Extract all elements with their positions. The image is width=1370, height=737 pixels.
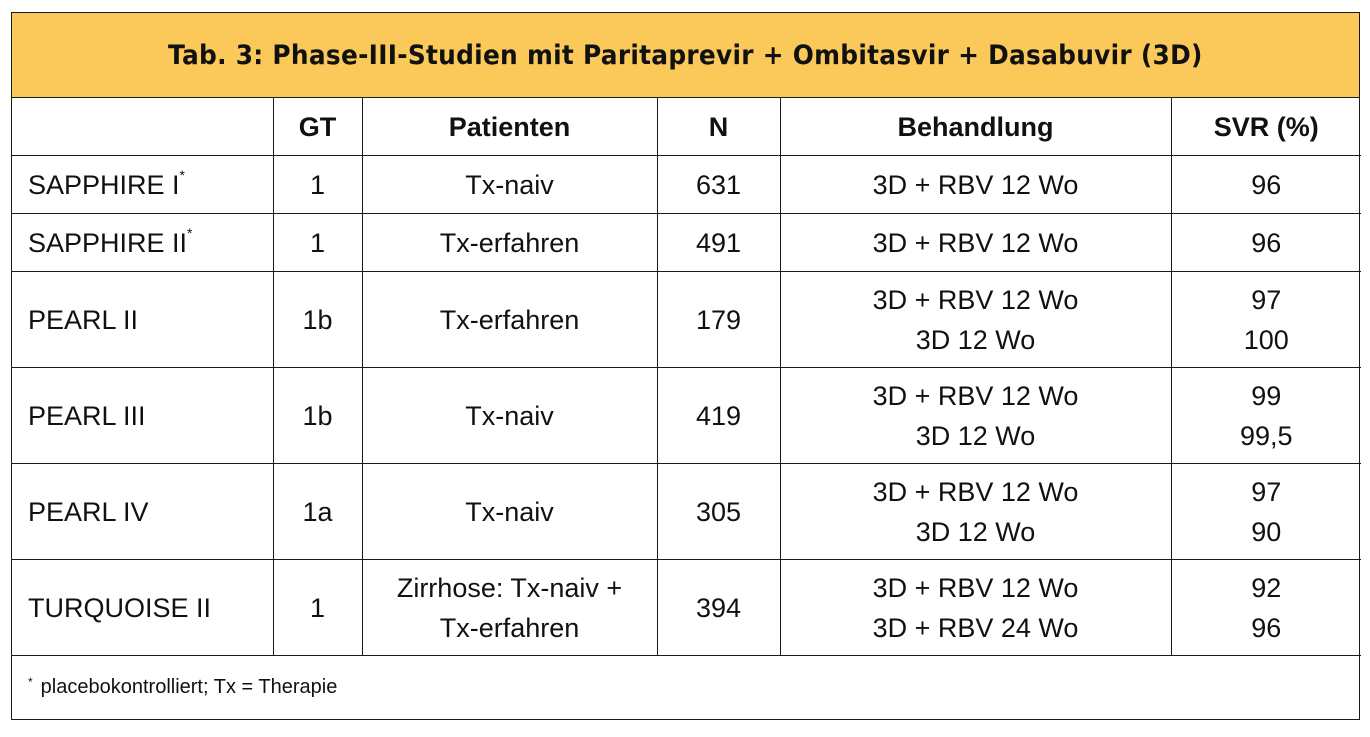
treatment-line: 3D + RBV 12 Wo bbox=[872, 227, 1079, 258]
patients-line: Tx-erfahren bbox=[439, 612, 580, 643]
cell-patients bbox=[362, 156, 657, 214]
table-row bbox=[12, 214, 1361, 272]
cell-gt: 1 bbox=[273, 560, 362, 656]
table-row bbox=[12, 368, 1361, 464]
cell-n: 491 bbox=[657, 214, 780, 272]
svr-line: 90 bbox=[1251, 516, 1282, 547]
study-name: SAPPHIRE II bbox=[28, 227, 188, 258]
svr-line: 96 bbox=[1251, 227, 1282, 258]
treatment-line: 3D 12 Wo bbox=[915, 516, 1036, 547]
cell-n: 394 bbox=[657, 560, 780, 656]
cell-patients bbox=[362, 464, 657, 560]
cell-treatment bbox=[780, 156, 1171, 214]
patients-line: Zirrhose: Tx-naiv + bbox=[396, 572, 623, 603]
cell-study bbox=[12, 464, 273, 560]
cell-svr bbox=[1171, 368, 1361, 464]
svr-line: 96 bbox=[1251, 612, 1282, 643]
header-study bbox=[12, 98, 273, 156]
table-figure bbox=[11, 12, 1360, 720]
study-name: PEARL II bbox=[28, 304, 139, 335]
table-row bbox=[12, 156, 1361, 214]
header-gt: GT bbox=[273, 98, 362, 156]
footnote-marker: * bbox=[187, 224, 193, 241]
treatment-line: 3D + RBV 12 Wo bbox=[872, 169, 1079, 200]
cell-patients bbox=[362, 272, 657, 368]
treatment-line: 3D 12 Wo bbox=[915, 420, 1036, 451]
cell-n: 305 bbox=[657, 464, 780, 560]
study-name: SAPPHIRE I bbox=[28, 169, 180, 200]
study-name: PEARL III bbox=[28, 400, 146, 431]
cell-n: 179 bbox=[657, 272, 780, 368]
table-row bbox=[12, 272, 1361, 368]
cell-treatment bbox=[780, 464, 1171, 560]
patients-line: Tx-naiv bbox=[465, 169, 554, 200]
patients-line: Tx-naiv bbox=[465, 496, 554, 527]
svr-line: 92 bbox=[1251, 572, 1282, 603]
table-row bbox=[12, 464, 1361, 560]
cell-study bbox=[12, 368, 273, 464]
study-name: PEARL IV bbox=[28, 496, 149, 527]
cell-patients bbox=[362, 368, 657, 464]
cell-gt: 1b bbox=[273, 272, 362, 368]
cell-gt: 1a bbox=[273, 464, 362, 560]
svr-line: 100 bbox=[1243, 324, 1289, 355]
cell-patients bbox=[362, 560, 657, 656]
study-name: TURQUOISE II bbox=[28, 592, 212, 623]
cell-study bbox=[12, 156, 273, 214]
header-treatment: Behandlung bbox=[780, 98, 1171, 156]
cell-svr bbox=[1171, 272, 1361, 368]
table-title bbox=[12, 13, 1359, 98]
cell-study bbox=[12, 214, 273, 272]
cell-gt: 1 bbox=[273, 214, 362, 272]
cell-treatment bbox=[780, 272, 1171, 368]
cell-treatment bbox=[780, 214, 1171, 272]
footnote: * placebokontrolliert; Tx = Therapie bbox=[28, 675, 338, 698]
patients-line: Tx-naiv bbox=[465, 400, 554, 431]
cell-treatment bbox=[780, 560, 1171, 656]
cell-treatment bbox=[780, 368, 1171, 464]
svr-line: 97 bbox=[1251, 284, 1282, 315]
treatment-line: 3D + RBV 12 Wo bbox=[872, 380, 1079, 411]
table-row bbox=[12, 560, 1361, 656]
svr-line: 96 bbox=[1251, 169, 1282, 200]
treatment-line: 3D + RBV 12 Wo bbox=[872, 476, 1079, 507]
cell-svr bbox=[1171, 156, 1361, 214]
svr-line: 99,5 bbox=[1239, 420, 1293, 451]
footnote-text: placebokontrolliert; Tx = Therapie bbox=[40, 675, 338, 698]
footnote-marker: * bbox=[179, 166, 185, 183]
treatment-line: 3D 12 Wo bbox=[915, 324, 1036, 355]
cell-svr bbox=[1171, 464, 1361, 560]
svr-line: 97 bbox=[1251, 476, 1282, 507]
header-row bbox=[12, 98, 1361, 156]
cell-gt: 1 bbox=[273, 156, 362, 214]
patients-line: Tx-erfahren bbox=[439, 304, 580, 335]
study-table bbox=[12, 98, 1361, 656]
svr-line: 99 bbox=[1251, 380, 1282, 411]
cell-n: 631 bbox=[657, 156, 780, 214]
header-svr: SVR (%) bbox=[1171, 98, 1361, 156]
cell-svr bbox=[1171, 214, 1361, 272]
table-title-text: Tab. 3: Phase-III-Studien mit Paritaprevir + Ombitasvir + Dasabuvir (3D) bbox=[168, 39, 1203, 71]
cell-study bbox=[12, 560, 273, 656]
treatment-line: 3D + RBV 12 Wo bbox=[872, 572, 1079, 603]
cell-svr bbox=[1171, 560, 1361, 656]
cell-n: 419 bbox=[657, 368, 780, 464]
treatment-line: 3D + RBV 24 Wo bbox=[872, 612, 1079, 643]
cell-patients bbox=[362, 214, 657, 272]
cell-study bbox=[12, 272, 273, 368]
treatment-line: 3D + RBV 12 Wo bbox=[872, 284, 1079, 315]
patients-line: Tx-erfahren bbox=[439, 227, 580, 258]
header-n: N bbox=[657, 98, 780, 156]
header-patients: Patienten bbox=[362, 98, 657, 156]
cell-gt: 1b bbox=[273, 368, 362, 464]
